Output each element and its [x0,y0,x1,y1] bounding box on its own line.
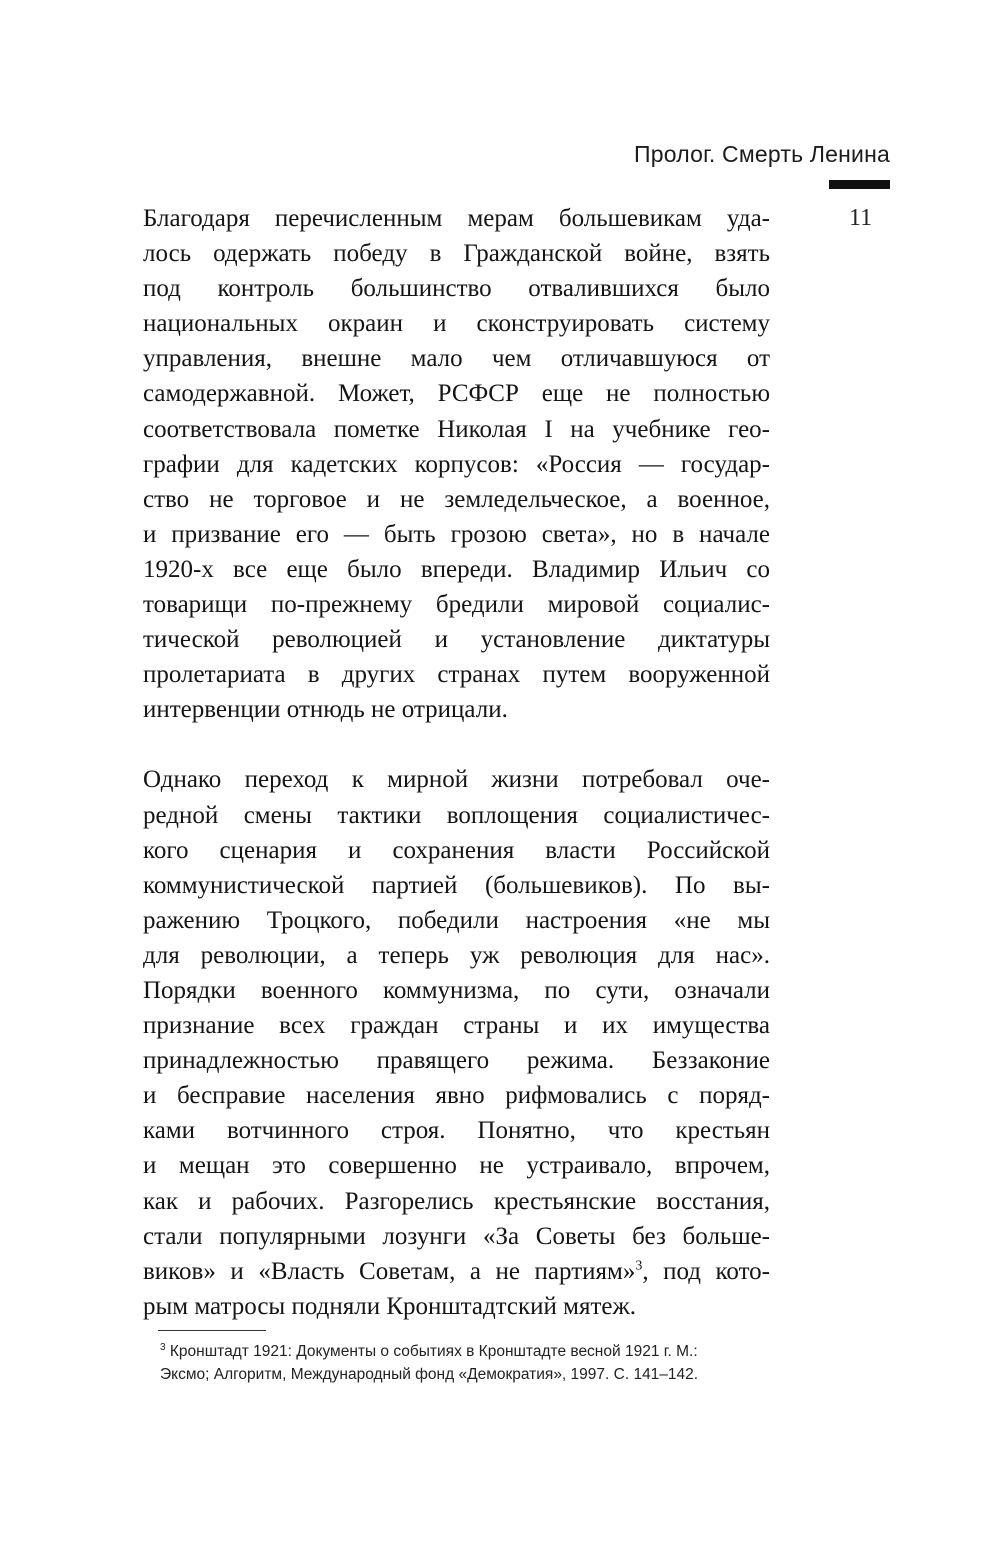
text-fragment: виков» и «Власть Советам, а не партиям» [143,1257,636,1285]
text-line: Однако переход к мирной жизни потребовал оче- [143,766,770,794]
text-fragment: , под кото- [642,1257,770,1285]
text-line: лось одержать победу в Гражданской войне, взять [143,240,770,268]
text-line: ство не торговое и не земледельческое, а военное, [143,485,770,513]
text-line: пролетариата в других странах путем вооруженной [143,661,770,689]
running-head-rule [829,180,890,189]
text-line: ками вотчинного строя. Понятно, что крестьян [143,1117,770,1145]
text-line: редной смены тактики воплощения социалистичес- [143,801,770,829]
footnote [160,1340,770,1386]
footnote-line: Эксмо; Алгоритм, Международный фонд «Демократия», 1997. С. 141–142. [160,1366,699,1383]
text-line-with-footnote-ref [143,1254,770,1289]
footnote-marker: 3 [160,1341,166,1353]
text-line: и призвание его — быть грозою света», но в начале [143,520,770,548]
text-line: под контроль большинство отвалившихся было [143,275,770,303]
paragraph-1 [143,201,770,727]
text-line: интервенции отнюдь не отрицали. [143,696,508,724]
text-line: Благодаря перечисленным мерам большевикам уда- [143,205,770,232]
text-line: соответствовала пометке Николая I на учебнике гео- [143,415,770,443]
text-line: самодержавной. Может, РСФСР еще не полностью [143,380,770,408]
text-line: коммунистической партией (большевиков). По вы- [143,871,770,899]
text-line: национальных окраин и сконструировать систему [143,310,770,338]
paragraph-spacer [143,727,770,762]
text-line: товарищи по-прежнему бредили мировой социалис- [143,591,770,619]
footnote-rule [158,1330,266,1331]
text-line: графии для кадетских корпусов: «Россия — государ- [143,450,770,478]
running-head: Пролог. Смерть Ленина [634,141,890,167]
text-line: для революции, а теперь уж революция для нас». [143,941,770,969]
body-text [143,201,770,1324]
footnote-text: Кронштадт 1921: Документы о событиях в Кронштадте весной 1921 г. М.: [169,1343,698,1360]
text-line: принадлежностью правящего режима. Беззаконие [143,1047,770,1075]
footnote-reference[interactable]: 3 [635,1258,643,1274]
text-line: стали популярными лозунги «За Советы без больше- [143,1222,770,1250]
footnote-line [160,1340,770,1363]
text-line: рым матросы подняли Кронштадтский мятеж. [143,1292,637,1320]
text-line: тической революцией и установление диктатуры [143,626,770,654]
text-line: управления, внешне мало чем отличавшуюся от [143,345,770,373]
text-line: и бесправие населения явно рифмовались с поряд- [143,1082,770,1110]
text-line: признание всех граждан страны и их имущества [143,1012,770,1040]
text-line: 1920-х все еще было впереди. Владимир Ильич со [143,555,770,583]
text-line: Порядки военного коммунизма, по сути, означали [143,976,770,1004]
text-line: ражению Троцкого, победили настроения «не мы [143,906,770,934]
page-number: 11 [849,205,873,231]
text-line: и мещан это совершенно не устраивало, впрочем, [143,1152,770,1180]
paragraph-2 [143,762,770,1324]
text-line: как и рабочих. Разгорелись крестьянские восстания, [143,1187,770,1215]
text-line: кого сценария и сохранения власти Российской [143,836,770,864]
